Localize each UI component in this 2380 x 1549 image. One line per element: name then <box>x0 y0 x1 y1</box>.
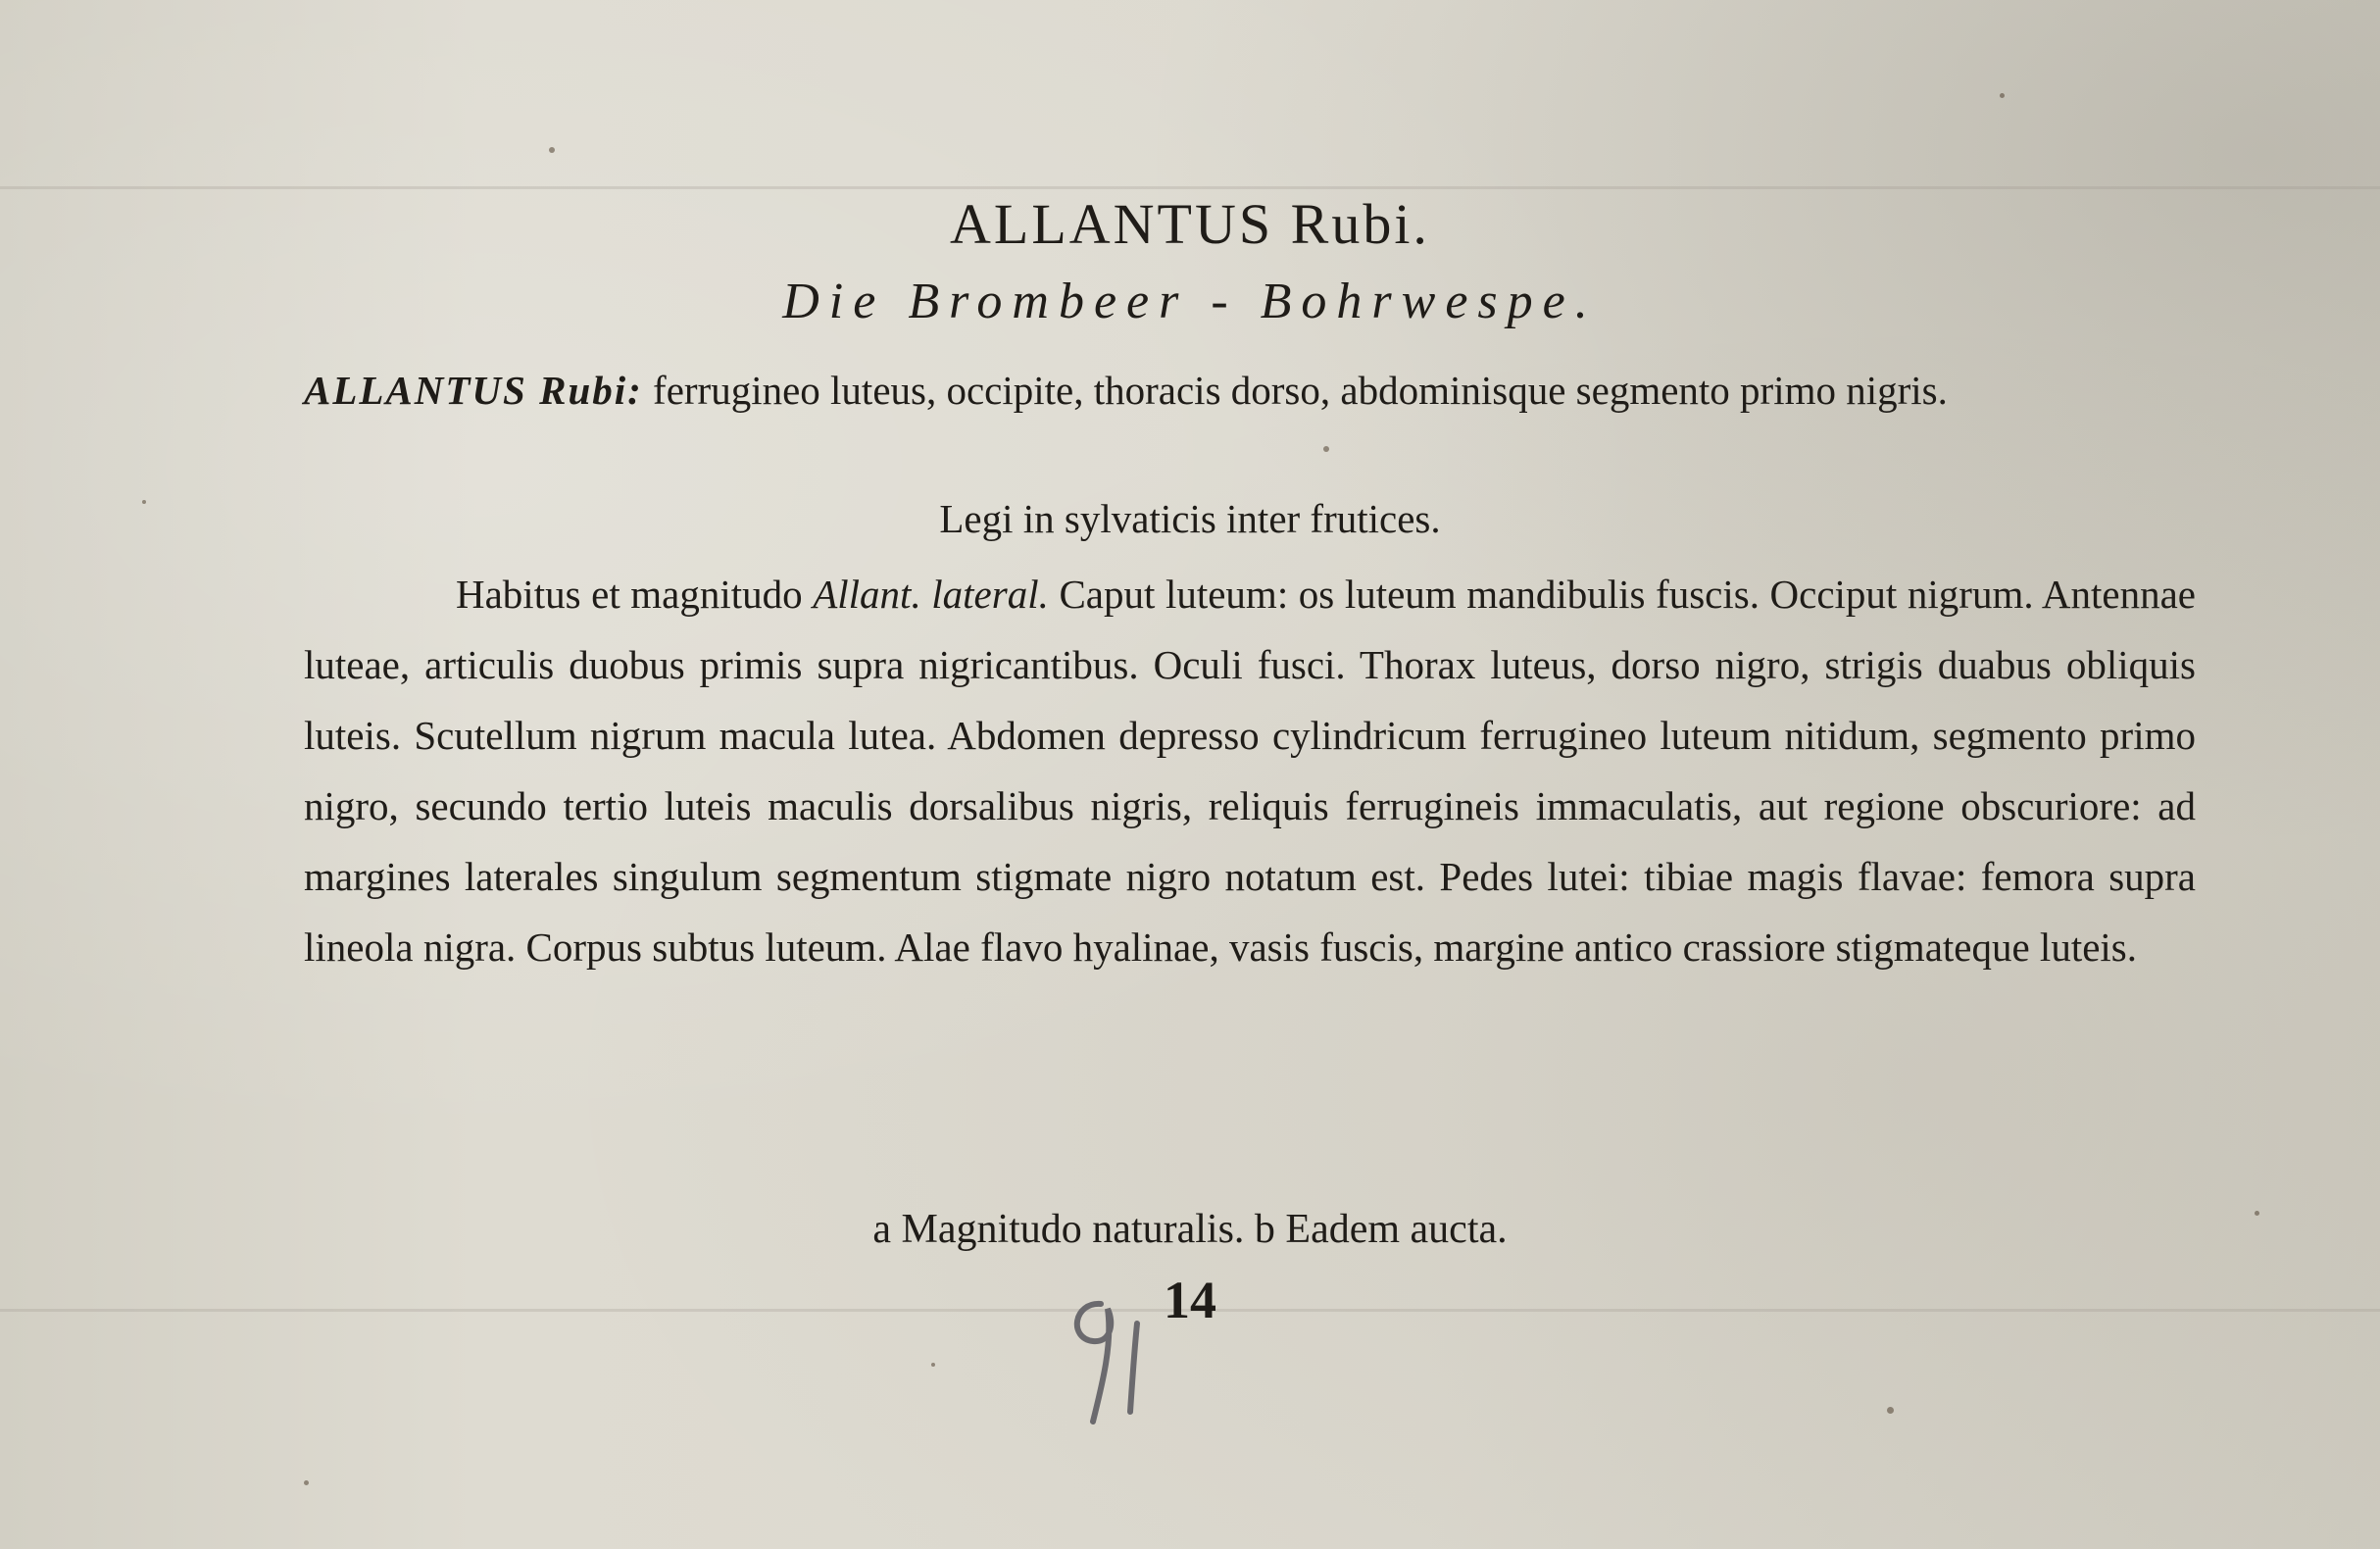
plate-number: 14 <box>1164 1271 1216 1329</box>
species-title: ALLANTUS Rubi. <box>950 192 1430 256</box>
diagnosis-lead: ALLANTUS Rubi: <box>304 368 643 413</box>
paper-speck <box>2255 1211 2259 1216</box>
description-text: Caput luteum: os luteum mandibulis fuscis. Occiput nigrum. Antennae luteae, articulis duobus primis supra nigricantibus. Oculi fusci. Thorax luteus, dorso nigro, strigis duabus obliquis luteis. Scutellum nigrum macula lutea. Abdomen depresso cylindricum ferrugineo luteum nitidum, segmento primo nigro, secundo tertio luteis maculis dorsalibus nigris, reliquis ferrugineis immaculatis, aut regione obscuriore: ad margines laterales singulum segmentum stigmate nigro notatum est. Pedes lutei: tibiae magis flavae: femora supra lineola nigra. Corpus subtus luteum. Alae flavo hyalinae, vasis fuscis, margine antico crassiore stigmateque luteis. <box>304 572 2196 970</box>
figure-caption: a Magnitudo naturalis. b Eadem aucta. <box>872 1207 1508 1252</box>
description-intro: Habitus et magnitudo <box>456 572 803 617</box>
paper-speck <box>931 1363 935 1367</box>
paper-speck <box>2000 93 2005 98</box>
paper-fold-line <box>0 186 2380 189</box>
paper-speck <box>1887 1407 1894 1414</box>
paper-speck <box>304 1480 309 1485</box>
pencil-annotation-91 <box>1054 1284 1171 1431</box>
description-reference: Allant. lateral. <box>813 572 1049 617</box>
diagnosis-text: ferrugineo luteus, occipite, thoracis dorso, abdominisque segmento primo nigris. <box>653 368 1948 413</box>
paper-speck <box>549 147 555 153</box>
paper-speck <box>1323 446 1329 452</box>
diagnosis-paragraph <box>304 355 2353 425</box>
description-paragraph <box>304 559 2196 982</box>
paper-speck <box>142 500 146 504</box>
german-common-name: Die Brombeer - Bohrwespe. <box>782 274 1598 329</box>
habitat-line: Legi in sylvaticis inter frutices. <box>939 496 1441 541</box>
